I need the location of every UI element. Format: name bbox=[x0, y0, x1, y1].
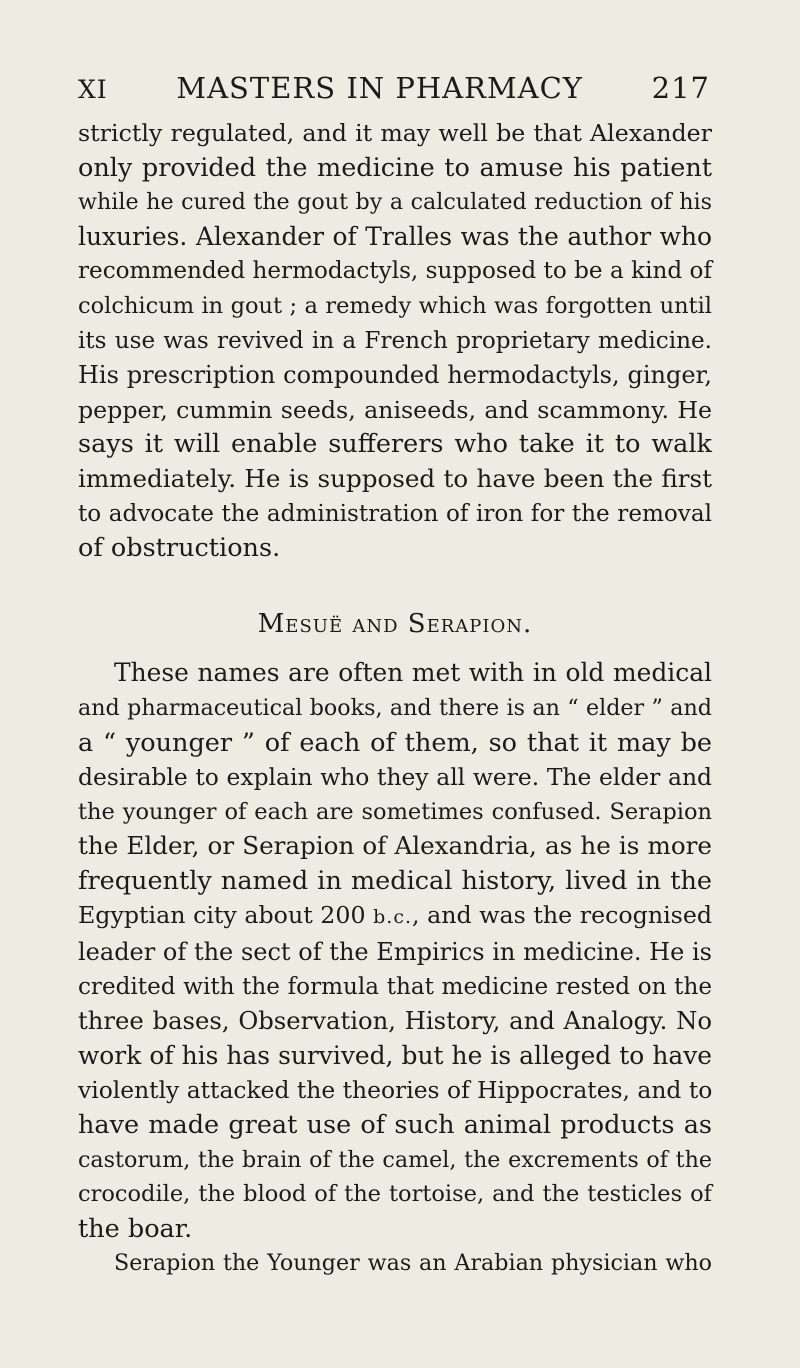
text-line: while he cured the gout by a calculated reduction of his bbox=[78, 189, 712, 216]
text-line: credited with the formula that medicine rested on the bbox=[78, 973, 712, 1000]
paragraph-3 bbox=[78, 1246, 712, 1281]
text-line: strictly regulated, and it may well be that Alexander bbox=[78, 119, 712, 147]
text-line: castorum, the brain of the camel, the excrements of the bbox=[78, 1146, 712, 1173]
section-heading: Mesuë and Serapion. bbox=[257, 608, 533, 639]
text-line: recommended hermodactyls, supposed to be a kind of bbox=[78, 258, 712, 285]
running-head bbox=[78, 71, 710, 105]
era-abbreviation: b.c. bbox=[373, 906, 413, 929]
text-line: His prescription compounded hermodactyls, ginger, bbox=[78, 361, 712, 390]
text-line: violently attacked the theories of Hippocrates, and to bbox=[78, 1076, 713, 1105]
text-segment: , and was the recognised bbox=[412, 901, 712, 930]
text-line: desirable to explain who they all were. The elder and bbox=[78, 763, 712, 792]
text-line: frequently named in medical history, lived in the bbox=[78, 865, 712, 896]
text-line: colchicum in gout ; a remedy which was forgotten until bbox=[78, 292, 712, 319]
text-segment: Egyptian city about 200 bbox=[78, 901, 374, 930]
text-line: the younger of each are sometimes confused. Serapion bbox=[78, 798, 712, 825]
text-line: leader of the sect of the Empirics in medicine. He is bbox=[78, 938, 712, 967]
paragraph-1 bbox=[78, 116, 712, 566]
text-line: a “ younger ” of each of them, so that it may be bbox=[78, 727, 712, 758]
body-text bbox=[78, 116, 712, 1281]
text-line: of obstructions. bbox=[78, 533, 281, 564]
text-line: three bases, Observation, History, and Analogy. No bbox=[78, 1006, 712, 1036]
text-line: work of his has survived, but he is alleged to have bbox=[78, 1040, 712, 1070]
chapter-number: XI bbox=[78, 75, 108, 104]
text-line bbox=[78, 898, 712, 935]
text-line: These names are often met with in old medical bbox=[114, 658, 712, 688]
text-line: says it will enable sufferers who take it to walk bbox=[78, 429, 712, 460]
page-number: 217 bbox=[651, 71, 710, 105]
text-line: pepper, cummin seeds, aniseeds, and scammony. He bbox=[78, 395, 712, 424]
text-line: Serapion the Younger was an Arabian physician who bbox=[114, 1250, 712, 1277]
paragraph-2 bbox=[78, 656, 712, 1246]
text-line: have made great use of such animal products as bbox=[78, 1110, 712, 1141]
text-line: immediately. He is supposed to have been the first bbox=[78, 463, 712, 493]
running-title: MASTERS IN PHARMACY bbox=[176, 71, 583, 105]
text-line: luxuries. Alexander of Tralles was the author who bbox=[78, 221, 712, 251]
text-line: only provided the medicine to amuse his patient bbox=[78, 152, 712, 183]
text-line: and pharmaceutical books, and there is an “ elder ” and bbox=[78, 694, 712, 721]
text-line: crocodile, the blood of the tortoise, and the testicles of bbox=[78, 1181, 712, 1208]
text-line: the Elder, or Serapion of Alexandria, as he is more bbox=[78, 831, 712, 861]
text-line: its use was revived in a French proprietary medicine. bbox=[78, 327, 712, 354]
text-line: the boar. bbox=[78, 1213, 193, 1244]
text-line: to advocate the administration of iron for the removal bbox=[78, 500, 712, 527]
